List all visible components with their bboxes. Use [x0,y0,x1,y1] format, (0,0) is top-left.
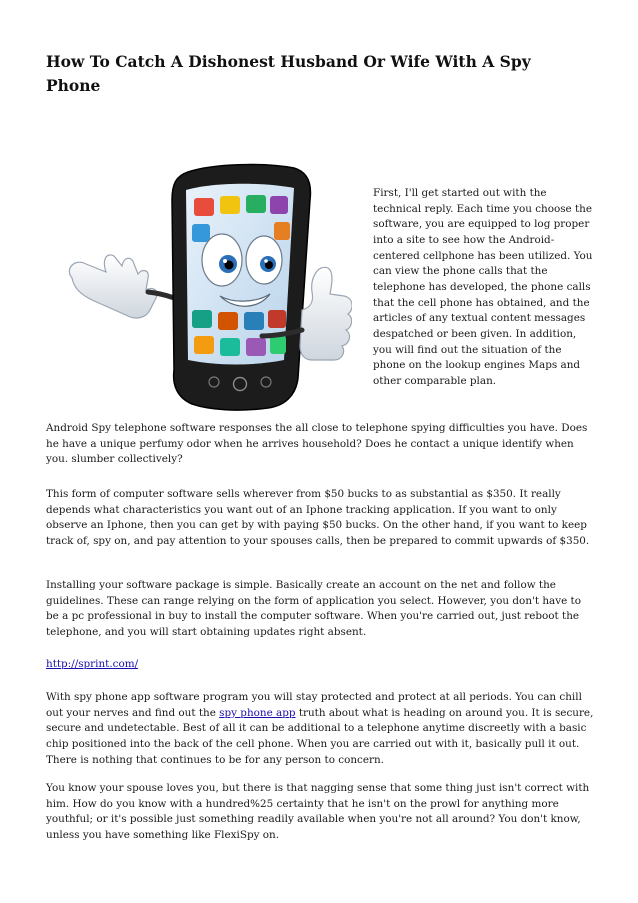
page-title: How To Catch A Dishonest Husband Or Wife With A Spy Phone [46,52,531,95]
paragraph-perfume: Android Spy telephone software responses the all close to telephone spying difficulties you have. Does he have a unique perfumy odor when he arrives household? Does he contact a unique identify when you. slumber collectively? [46,422,588,466]
intro-side-text: First, I'll get started out with the technical reply. Each time you choose the software, you are equipped to log proper into a site to see how the Android-centered cellphone has been utilized. You can view the phone calls that the telephone has developed, the phone calls that the cell phone has obtained, and the articles of any textual content messages despatched or been given. In addition, you will find out the situation of the phone on the lookup engines Maps and other comparable plan. [373,187,593,387]
phone-icon [172,165,310,411]
spy-phone-app-link[interactable]: spy phone app [219,706,296,719]
paragraph-protection-text-end: truth about what is heading on around you. It is secure, secure and undetectable. Best of all it can be additional to a telephone anytime discreetly with a basic chip positioned into the back of the cell phone. When you are carried out with it, basically pull it out. There is nothing that continues to be for any person to concern. [46,706,594,766]
paragraph-flexispy: You know your spouse loves you, but there is that nagging sense that some thing just isn't correct with him. How do you know with a hundred%25 certainty that he isn't on the prowl for anything more youthful; or it's possible just something readily available when you're not all around? You don't know, unless you have something like FlexiSpy on. [46,782,590,841]
left-glove-icon [69,255,190,318]
sprint-link[interactable]: http://sprint.com/ [46,658,139,670]
paragraph-installation: Installing your software package is simple. Basically create an account on the net and follow the guidelines. These can range relying on the form of application you select. However, you don't have to be a pc professional in buy to install the computer software. When you're carried out, just reboot the telephone, and you will start obtaining updates right absent. [46,579,581,638]
cartoon-phone-illustration [62,160,352,415]
link-paragraph [46,657,594,673]
paragraph-protection [46,690,594,768]
paragraph-pricing: This form of computer software sells wherever from $50 bucks to as substantial as $350. It really depends what characteristics you want out of an Iphone tracking application. If you want to only observe an Iphone, then you can get by with paying $50 bucks. On the other hand, if you want to keep track of, spy on, and pay attention to your spouses calls, then be prepared to commit upwards of $350. [46,488,590,547]
paragraph-protection-text-start: With spy phone app software program you will stay protected and protect at all periods. You can chill out your nerves and find out the [46,691,582,719]
